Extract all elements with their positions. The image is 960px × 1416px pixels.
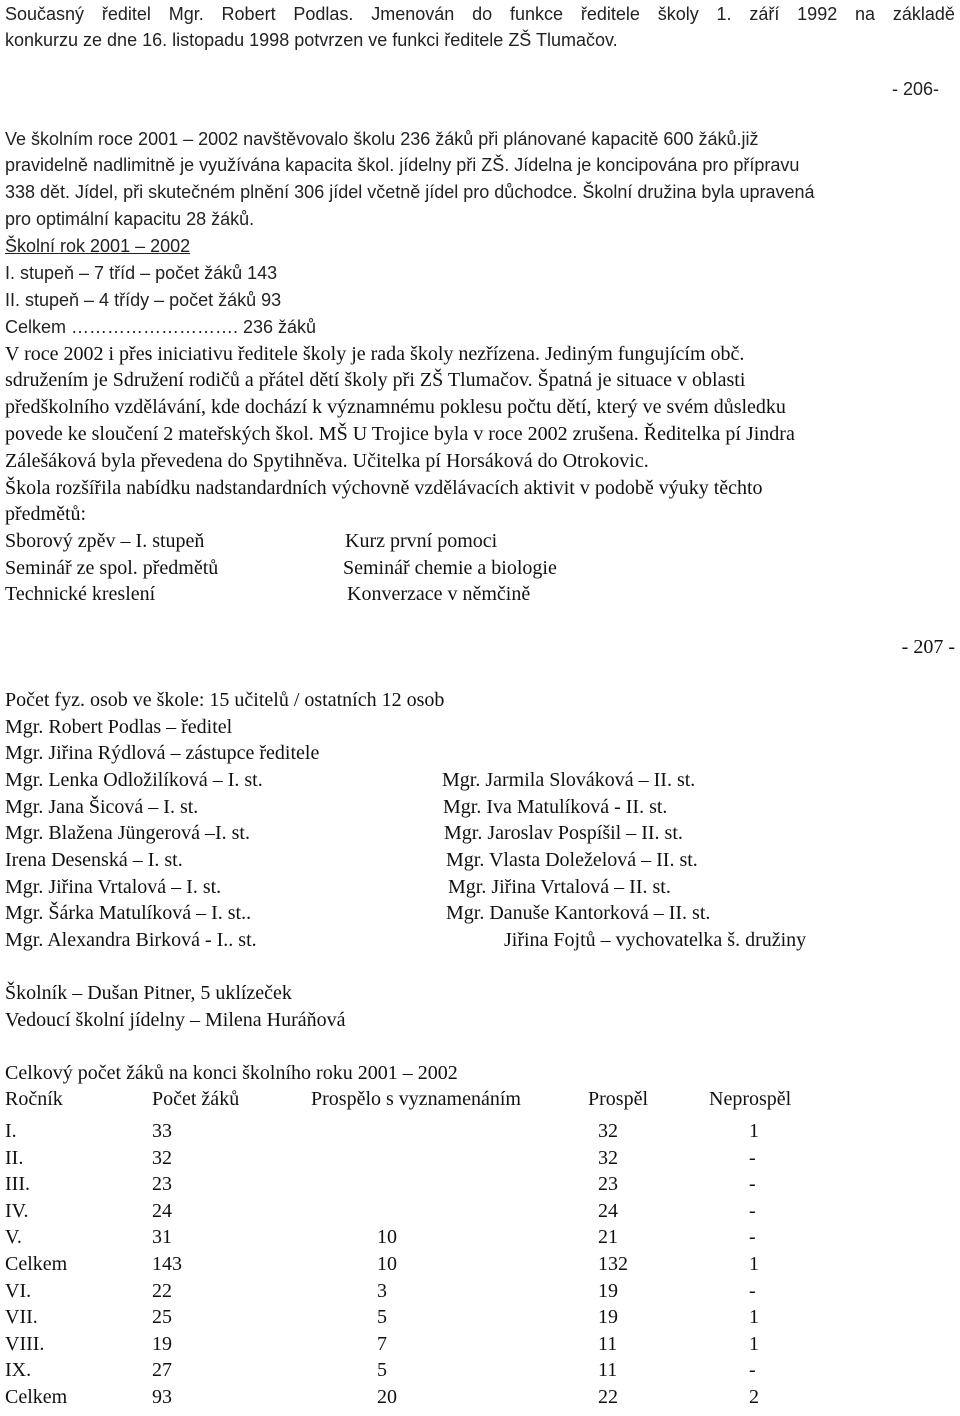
table-cell: 5	[377, 1359, 387, 1381]
capacity-line-1: Ve školním roce 2001 – 2002 navštěvovalo školu 236 žáků při plánované kapacitě 600 žáků.již	[5, 129, 759, 149]
staff-deputy: Mgr. Jiřina Rýdlová – zástupce ředitele	[5, 742, 320, 764]
page-number-206: - 206-	[891, 79, 939, 99]
para-line-7: předmětů:	[5, 503, 87, 525]
staff-count: Počet fyz. osob ve škole: 15 učitelů / ostatních 12 osob	[5, 689, 445, 711]
staff-right-7: Jiřina Fojtů – vychovatelka š. družiny	[504, 929, 807, 951]
table-cell: 24	[598, 1200, 618, 1222]
staff-left-5: Mgr. Jiřina Vrtalová – I. st.	[5, 876, 222, 898]
table-cell: -	[749, 1226, 756, 1248]
staff-right-6: Mgr. Danuše Kantorková – II. st.	[446, 902, 711, 924]
table-cell: 1	[749, 1306, 759, 1328]
capacity-line-3: 338 dět. Jídel, při skutečném plnění 306 jídel včetně jídel pro důchodce. Školní družina byla upravená	[5, 182, 815, 202]
activity-right-3: Konverzace v němčině	[347, 583, 531, 605]
page-number-207: - 207 -	[901, 636, 955, 658]
table-cell: 5	[377, 1306, 387, 1328]
activity-right-1: Kurz první pomoci	[345, 530, 498, 552]
header-neprospel: Neprospěl	[709, 1088, 792, 1110]
table-cell: -	[749, 1200, 756, 1222]
header-pocet-zaku: Počet žáků	[152, 1088, 240, 1110]
word: ředitele	[580, 4, 640, 24]
table-cell: 1	[749, 1120, 759, 1142]
table-cell: 27	[152, 1359, 172, 1381]
word: Podlas.	[293, 4, 354, 24]
table-cell: -	[749, 1173, 756, 1195]
table-cell: 19	[598, 1280, 618, 1302]
school-year-row-2: II. stupeň – 4 třídy – počet žáků 93	[5, 290, 282, 310]
table-cell: Celkem	[5, 1386, 68, 1408]
table-cell: 23	[152, 1173, 172, 1195]
table-cell: 10	[377, 1253, 397, 1275]
table-cell: 93	[152, 1386, 172, 1408]
table-cell: 3	[377, 1280, 387, 1302]
school-year-heading: Školní rok 2001 – 2002	[5, 236, 191, 256]
word: do	[472, 4, 493, 24]
table-cell: 21	[598, 1226, 618, 1248]
table-cell: 11	[598, 1333, 618, 1355]
capacity-line-4: pro optimální kapacitu 28 žáků.	[5, 209, 255, 229]
para-line-6: Škola rozšířila nabídku nadstandardních výchovně vzdělávacích aktivit v podobě výuky těchto	[5, 477, 763, 499]
table-cell: 32	[152, 1147, 172, 1169]
intro-line-1	[5, 4, 955, 25]
staff-director: Mgr. Robert Podlas – ředitel	[5, 716, 233, 738]
table-cell: -	[749, 1280, 756, 1302]
table-cell: 22	[152, 1280, 172, 1302]
table-cell: 10	[377, 1226, 397, 1248]
results-title: Celkový počet žáků na konci školního roku 2001 – 2002	[5, 1062, 458, 1084]
word: 1.	[716, 4, 732, 24]
table-cell: -	[749, 1359, 756, 1381]
table-cell: I.	[5, 1120, 17, 1142]
staff-right-4: Mgr. Vlasta Doleželová – II. st.	[446, 849, 698, 871]
header-prospel: Prospěl	[588, 1088, 648, 1110]
para-line-2: sdružením je Sdružení rodičů a přátel dětí školy při ZŠ Tlumačov. Špatná je situace v oblasti	[5, 369, 746, 391]
table-cell: 20	[377, 1386, 397, 1408]
staff-left-6: Mgr. Šárka Matulíková – I. st..	[5, 902, 252, 924]
para-line-4: povede ke sloučení 2 mateřských škol. MŠ U Trojice byla v roce 2002 zrušena. Ředitelka pí Jindra	[5, 423, 795, 445]
table-cell: IV.	[5, 1200, 29, 1222]
activity-left-3: Technické kreslení	[5, 583, 156, 605]
para-line-1: V roce 2002 i přes iniciativu ředitele školy je rada školy nezřízena. Jediným fungujícím obč.	[5, 343, 745, 365]
table-cell: 7	[377, 1333, 387, 1355]
intro-line-2: konkurzu ze dne 16. listopadu 1998 potvrzen ve funkci ředitele ZŠ Tlumačov.	[5, 30, 618, 50]
staff-left-2: Mgr. Jana Šicová – I. st.	[5, 796, 199, 818]
table-cell: 2	[749, 1386, 759, 1408]
table-cell: 1	[749, 1333, 759, 1355]
header-rocnik: Ročník	[5, 1088, 63, 1110]
table-cell: II.	[5, 1147, 24, 1169]
staff-left-4: Irena Desenská – I. st.	[5, 849, 183, 871]
table-cell: 19	[598, 1306, 618, 1328]
staff-canteen: Vedoucí školní jídelny – Milena Huráňová	[5, 1009, 346, 1031]
word: 1992	[797, 4, 838, 24]
table-cell: III.	[5, 1173, 30, 1195]
staff-janitor: Školník – Dušan Pitner, 5 uklízeček	[5, 982, 292, 1004]
table-cell: VIII.	[5, 1333, 45, 1355]
word: na	[855, 4, 876, 24]
table-cell: 23	[598, 1173, 618, 1195]
table-cell: 32	[598, 1147, 618, 1169]
table-cell: 25	[152, 1306, 172, 1328]
word: základě	[892, 4, 955, 24]
table-cell: 132	[598, 1253, 628, 1275]
staff-left-7: Mgr. Alexandra Birková - I.. st.	[5, 929, 257, 951]
staff-left-3: Mgr. Blažena Jüngerová –I. st.	[5, 822, 250, 844]
school-year-row-1: I. stupeň – 7 tříd – počet žáků 143	[5, 263, 278, 283]
activity-left-1: Sborový zpěv – I. stupeň	[5, 530, 205, 552]
table-cell: -	[749, 1147, 756, 1169]
table-cell: 24	[152, 1200, 172, 1222]
staff-right-5: Mgr. Jiřina Vrtalová – II. st.	[448, 876, 671, 898]
table-cell: 22	[598, 1386, 618, 1408]
word: Současný	[5, 4, 85, 24]
word: ředitel	[101, 4, 151, 24]
para-line-5: Zálešáková byla převedena do Spytihněva. Učitelka pí Horsáková do Otrokovic.	[5, 450, 649, 472]
table-cell: Celkem	[5, 1253, 68, 1275]
word: funkce	[509, 4, 564, 24]
table-cell: 32	[598, 1120, 618, 1142]
table-cell: 143	[152, 1253, 182, 1275]
table-cell: VII.	[5, 1306, 38, 1328]
table-cell: 31	[152, 1226, 172, 1248]
staff-left-1: Mgr. Lenka Odložilíková – I. st.	[5, 769, 263, 791]
header-prospelo-s-vyznamenanim: Prospělo s vyznamenáním	[311, 1088, 521, 1110]
word: Mgr.	[168, 4, 204, 24]
activity-right-2: Seminář chemie a biologie	[343, 557, 557, 579]
word: školy	[657, 4, 699, 24]
capacity-line-2: pravidelně nadlimitně je využívána kapacita škol. jídelny při ZŠ. Jídelna je koncipována pro přípravu	[5, 155, 800, 175]
para-line-3: předškolního vzdělávání, kde dochází k významnému poklesu počtu dětí, který ve svém důsledku	[5, 396, 786, 418]
school-year-total: Celkem ………………………. 236 žáků	[5, 317, 317, 337]
table-cell: 33	[152, 1120, 172, 1142]
staff-right-3: Mgr. Jaroslav Pospíšil – II. st.	[444, 822, 683, 844]
word: Jmenován	[371, 4, 455, 24]
table-cell: VI.	[5, 1280, 32, 1302]
word: září	[749, 4, 780, 24]
staff-right-1: Mgr. Jarmila Slováková – II. st.	[442, 769, 696, 791]
table-cell: 19	[152, 1333, 172, 1355]
table-cell: 1	[749, 1253, 759, 1275]
table-cell: IX.	[5, 1359, 32, 1381]
table-cell: 11	[598, 1359, 618, 1381]
word: Robert	[221, 4, 276, 24]
activity-left-2: Seminář ze spol. předmětů	[5, 557, 219, 579]
staff-right-2: Mgr. Iva Matulíková - II. st.	[443, 796, 668, 818]
table-cell: V.	[5, 1226, 22, 1248]
